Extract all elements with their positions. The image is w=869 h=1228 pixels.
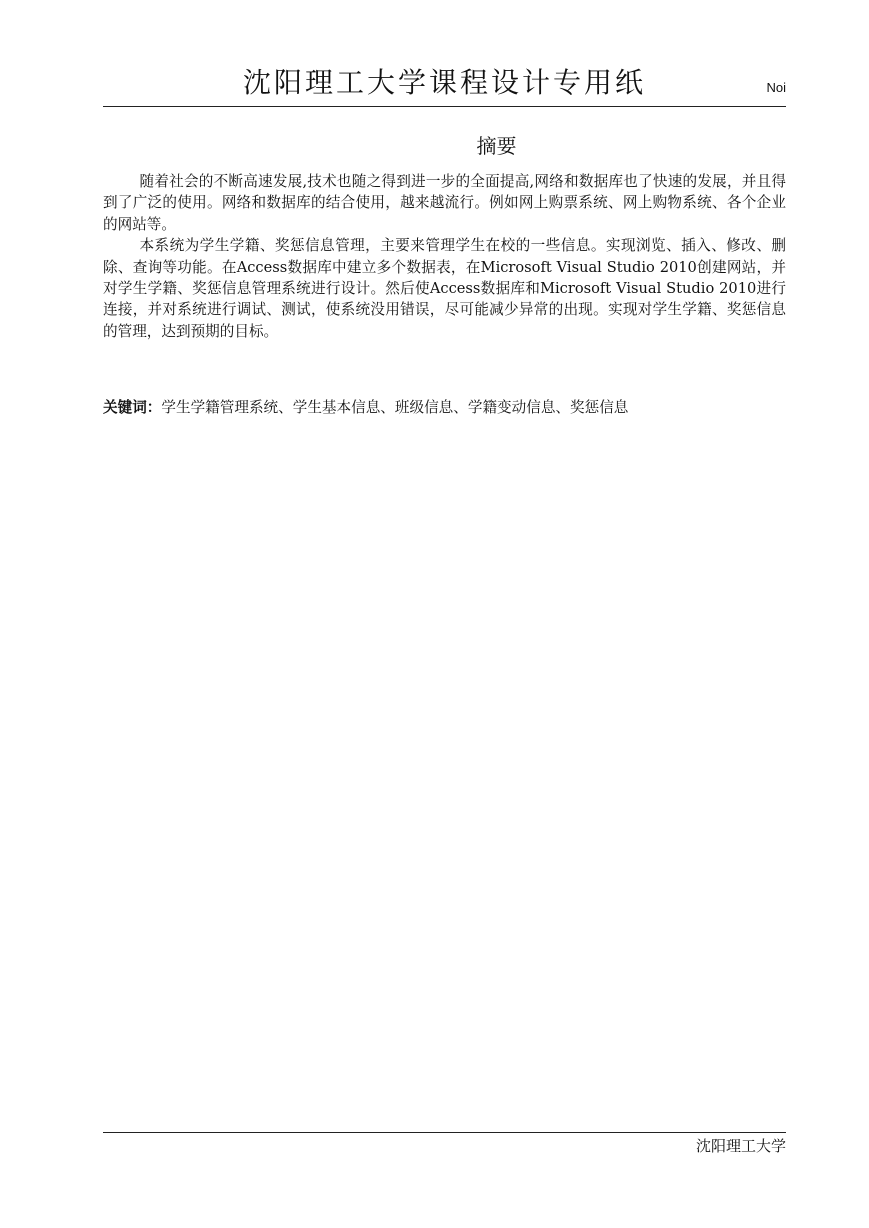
footer-university-name: 沈阳理工大学 (695, 1137, 786, 1155)
abstract-heading-text: 摘要 (476, 134, 517, 158)
page-header (103, 58, 786, 107)
abstract-body (103, 171, 786, 342)
keywords-label: 关键词： (103, 399, 162, 416)
abstract-paragraph: 本系统为学生学籍、奖惩信息管理，主要来管理学生在校的一些信息。实现浏览、插入、修改、删除、查询等功能。在Access数据库中建立多个数据表，在Microsoft Visual Studio 2010创建网站，并对学生学籍、奖惩信息管理系统进行设计。然后使Access数据库和Microsoft Visual Studio 2010进行连接，并对系统进行调试、测试，使系统没用错误，尽可能减少异常的出现。实现对学生学籍、奖惩信息的管理，达到预期的目标。 (103, 237, 786, 340)
abstract-heading (103, 133, 690, 159)
page-number-label: Noi (766, 80, 786, 95)
page-footer (103, 1132, 786, 1155)
keywords-line (103, 397, 786, 419)
abstract-paragraph: 随着社会的不断高速发展,技术也随之得到进一步的全面提高,网络和数据库也了快速的发展，并且得到了广泛的使用。网络和数据库的结合使用，越来越流行。例如网上购票系统、网上购物系统、各个企业的网站等。 (103, 173, 786, 233)
keywords-text: 学生学籍管理系统、学生基本信息、班级信息、学籍变动信息、奖惩信息 (161, 399, 629, 416)
page-header-title: 沈阳理工大学课程设计专用纸 (242, 66, 646, 99)
